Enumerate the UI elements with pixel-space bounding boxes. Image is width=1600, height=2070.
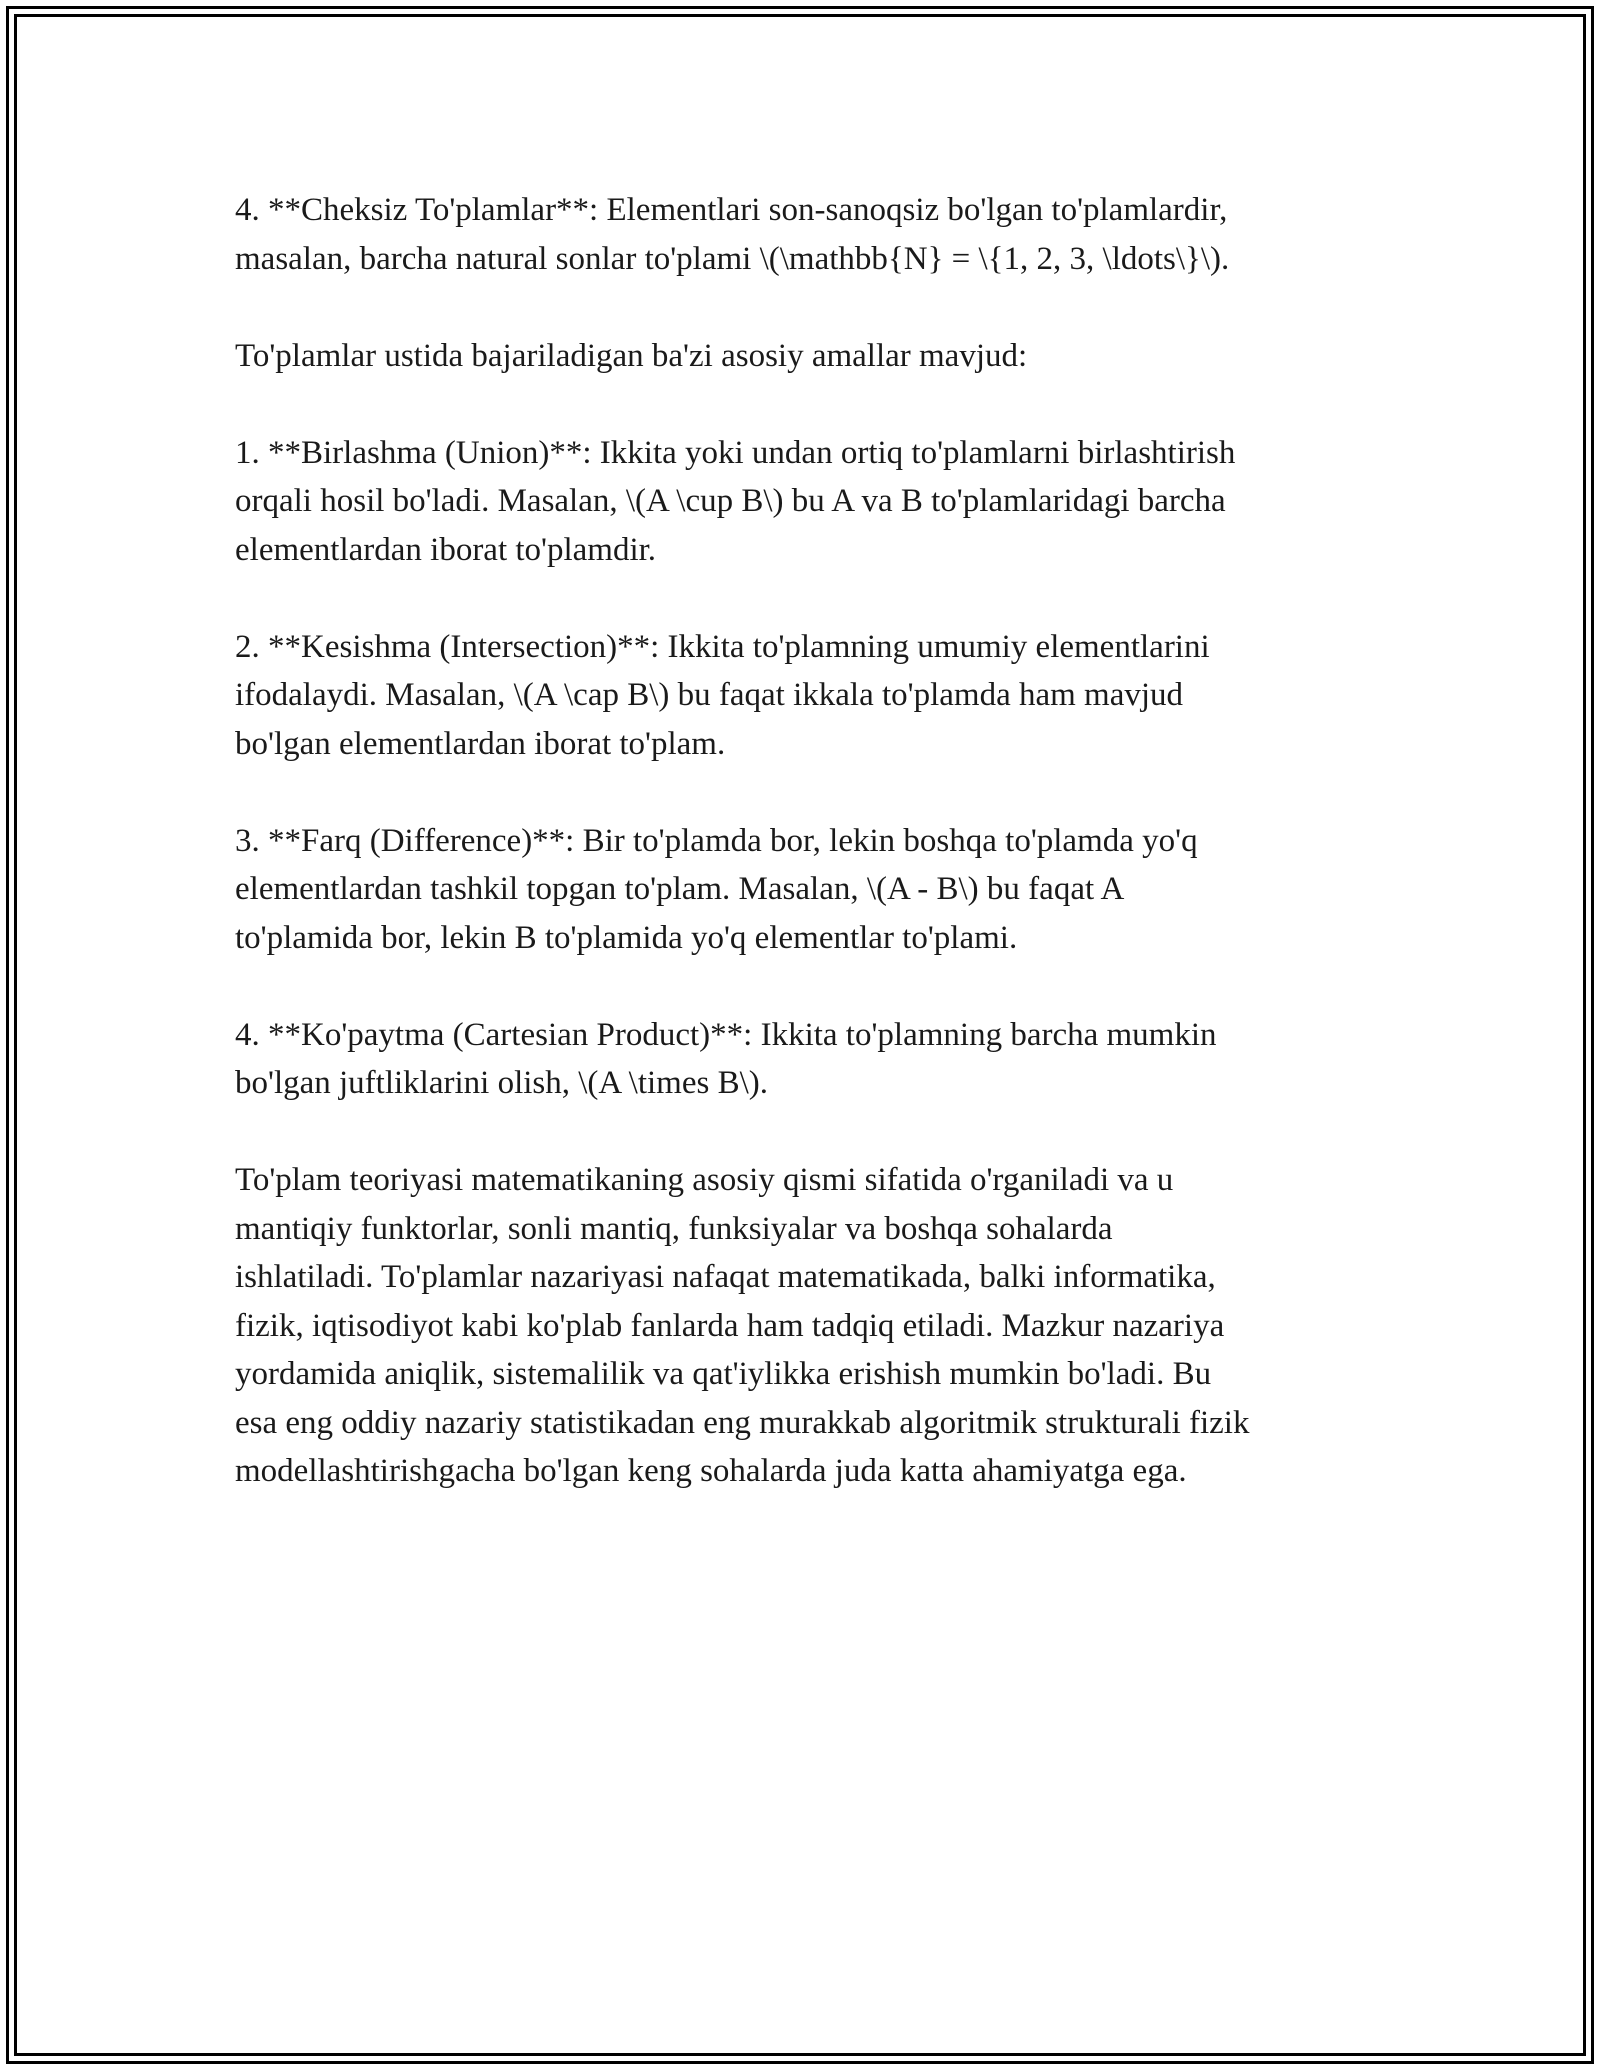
paragraph-cartesian-product: 4. **Ko'paytma (Cartesian Product)**: Ikkita to'plamning barcha mumkin bo'lgan juftliklarini olish, \(A \times B\). (235, 1016, 1217, 1101)
paragraph-difference: 3. **Farq (Difference)**: Bir to'plamda bor, lekin boshqa to'plamda yo'q elementlardan tashkil topgan to'plam. Masalan, \(A - B\) bu faqat A to'plamida bor, lekin B to'plamida yo'q elementlar to'plami. (235, 822, 1198, 956)
document-body (235, 186, 1385, 1544)
paragraph-operations-intro: To'plamlar ustida bajariladigan ba'zi asosiy amallar mavjud: (235, 337, 1028, 374)
paragraph-conclusion: To'plam teoriyasi matematikaning asosiy qismi sifatida o'rganiladi va u mantiqiy funktorlar, sonli mantiq, funksiyalar va boshqa sohalarda ishlatiladi. To'plamlar nazariyasi nafaqat matematikada, balki informatika, fizik, iqtisodiyot kabi ko'plab fanlarda ham tadqiq etiladi. Mazkur nazariya yordamida aniqlik, sistemalilik va qat'iylikka erishish mumkin bo'ladi. Bu esa eng oddiy nazariy statistikadan eng murakkab algoritmik strukturali fizik modellashtirishgacha bo'lgan keng sohalarda juda katta ahamiyatga ega. (235, 1162, 1250, 1489)
paragraph-union: 1. **Birlashma (Union)**: Ikkita yoki undan ortiq to'plamlarni birlashtirish orqali hosil bo'ladi. Masalan, \(A \cup B\) bu A va B to'plamlaridagi barcha elementlardan iborat to'plamdir. (235, 434, 1236, 568)
paragraph-infinite-sets: 4. **Cheksiz To'plamlar**: Elementlari son-sanoqsiz bo'lgan to'plamlardir, masalan, barcha natural sonlar to'plami \(\mathbb{N} = \{1, 2, 3, \ldots\}\). (235, 192, 1230, 277)
paragraph-intersection: 2. **Kesishma (Intersection)**: Ikkita to'plamning umumiy elementlarini ifodalaydi. Masalan, \(A \cap B\) bu faqat ikkala to'plamda ham mavjud bo'lgan elementlardan iborat to'plam. (235, 628, 1210, 762)
